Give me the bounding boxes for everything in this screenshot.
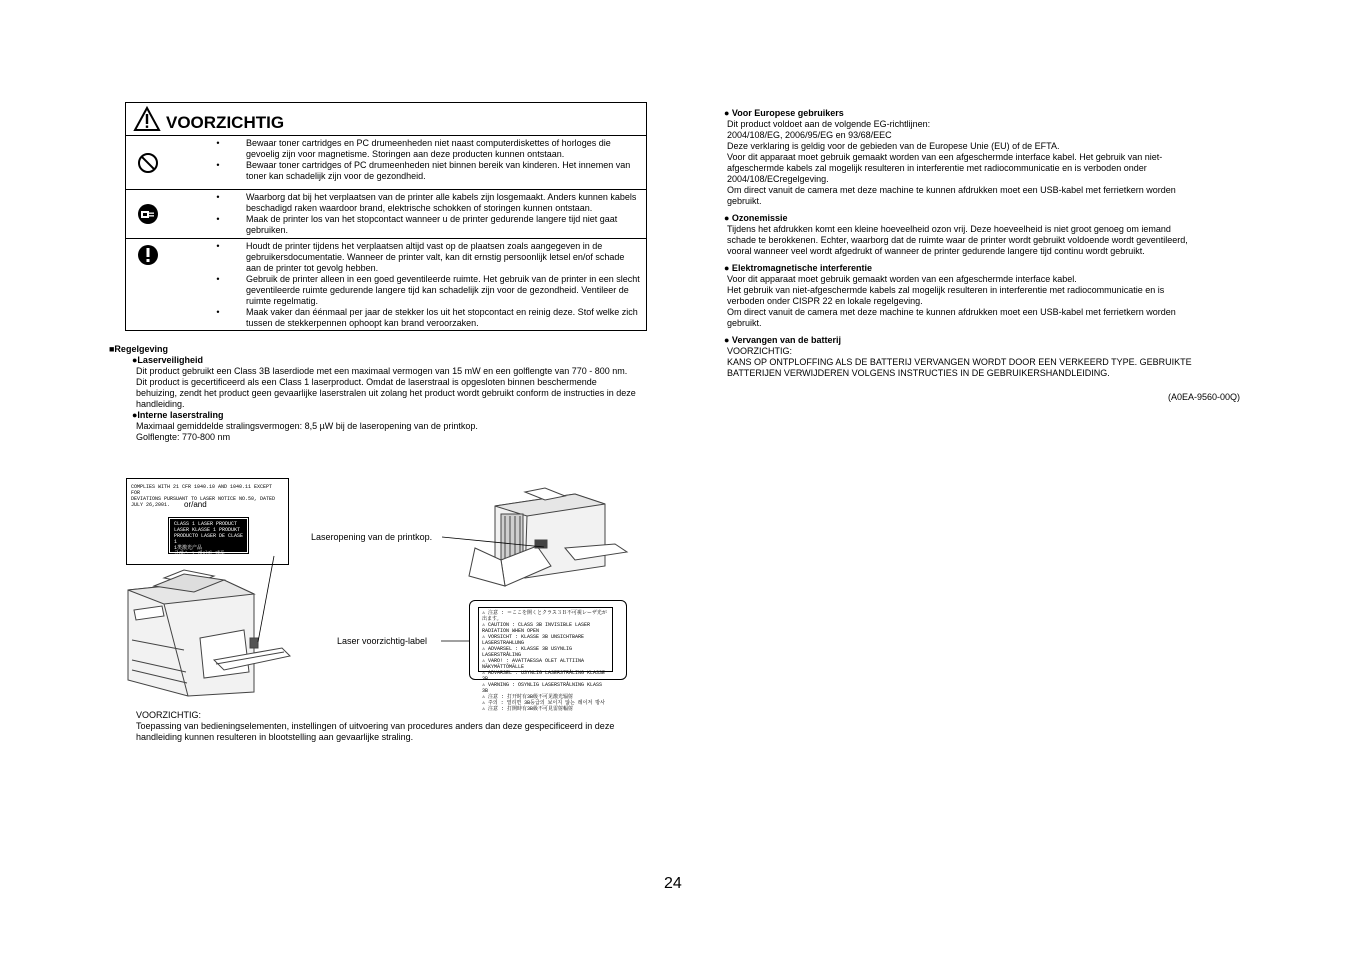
caution-row-unplug	[126, 190, 646, 239]
list-item: • Bewaar toner cartridges en PC drumeenheden niet naast computerdiskettes of horloges die gevoelig zijn voor magnetisme. Storingen aan deze producten kunnen ontstaan.	[216, 138, 611, 159]
unplug-icon	[137, 203, 159, 225]
internal-line: Golflengte: 770-800 nm	[136, 432, 231, 442]
emi-heading: ● Elektromagnetische interferentie	[724, 263, 872, 273]
right-column	[724, 108, 1244, 403]
internal-laser-heading: ●Interne laserstraling	[132, 410, 224, 420]
internal-line: Maximaal gemiddelde stralingsvermogen: 8,5 µW bij de laseropening van de printkop.	[136, 421, 478, 431]
eu-line: Om direct vanuit de camera met deze machine te kunnen afdrukken moet een USB-kabel met ferrietkern worden	[727, 185, 1176, 195]
bottom-caution-line: Toepassing van bedieningselementen, instellingen of uitvoering van procedures anders dan deze gespecificeerd in deze	[136, 721, 615, 731]
eu-line: gebruikt.	[727, 196, 762, 206]
callout-label-leader	[440, 636, 472, 646]
callout-opening-leader	[440, 534, 545, 550]
bottom-caution-heading: VOORZICHTIG:	[136, 710, 201, 720]
caution-row-storage	[126, 136, 646, 190]
ozone-heading: ● Ozonemissie	[724, 213, 788, 223]
list-item: • Maak vaker dan éénmaal per jaar de stekker los uit het stopcontact en reinig deze. Stof welke zich tussen de stekkerpennen ophoopt kan brand veroorzaken.	[216, 307, 638, 328]
caution-title: VOORZICHTIG	[166, 112, 285, 132]
page-number: 24	[664, 875, 682, 892]
ozone-line: vooral wanneer veel wordt afgedrukt of wanneer de printer gedurende langere tijd continu wordt gebruikt.	[727, 246, 1145, 256]
emi-line: verboden onder CISPR 22 en lokale regelgeving.	[727, 296, 923, 306]
eu-line: afgeschermde kabels zal mogelijk resulteren in interferentie met radiocommunicatie en is verboden onder	[727, 163, 1147, 173]
compliance-label: COMPLIES WITH 21 CFR 1040.10 AND 1040.11 EXCEPT FOR DEVIATIONS PURSUANT TO LASER NOTICE NO.50, DATED JULY 26,2001. or/and CLASS 1 LASER PRODUCT LASER KLASSE 1 PRODUKT PRODUCTO LASER DE CLASE 1 1类激光产品 클래스 1 레이저 제품	[126, 478, 289, 565]
list-item: • Waarborg dat bij het verplaatsen van de printer alle kabels zijn losgemaakt. Anders kunnen kabels beschadigd raken waardoor brand, elektrische schokken of storingen kunnen ontstaan.	[216, 192, 637, 213]
eu-line: 2004/108/ECregelgeving.	[727, 174, 829, 184]
callout-opening-label: Laseropening van de printkop.	[311, 532, 433, 542]
callout-label-text: Laser voorzichtig-label	[337, 636, 428, 646]
regelgeving-heading: ■Regelgeving	[109, 344, 168, 354]
list-item: • Bewaar toner cartridges of PC drumeenheden niet binnen bereik van kinderen. Het innemen van toner kan schadelijk zijn voor de gezondheid.	[216, 160, 631, 181]
prohibition-icon	[137, 152, 159, 174]
laser-line: handleiding.	[136, 399, 185, 409]
battery-heading: ● Vervangen van de batterij	[724, 335, 841, 345]
battery-line: BATTERIJEN VERWIJDEREN VOLGENS INSTRUCTIES IN DE GEBRUIKERSHANDLEIDING.	[727, 368, 1110, 378]
regelgeving-section	[109, 344, 679, 443]
emi-line: gebruikt.	[727, 318, 762, 328]
emi-line: Het gebruik van niet-afgeschermde kabels zal mogelijk resulteren in interferentie met radiocommunicatie en is	[727, 285, 1165, 295]
battery-line: KANS OP ONTPLOFFING ALS DE BATTERIJ VERVANGEN WORDT DOOR EEN VERKEERD TYPE. GEBRUIKTE	[727, 357, 1192, 367]
eu-line: 2004/108/EG, 2006/95/EG en 93/68/EEC	[727, 130, 892, 140]
laser-line: Dit product gebruikt een Class 3B laserdiode met een maximaal vermogen van 15 mW en een golflengte van 770 - 800 nm.	[136, 366, 628, 376]
exclamation-icon	[137, 244, 159, 266]
document-code: (A0EA-9560-00Q)	[1167, 392, 1240, 402]
emi-line: Voor dit apparaat moet gebruik gemaakt worden van een afgeschermde interface kabel.	[727, 274, 1077, 284]
laser-line: Dit product is gecertificeerd als een Class 1 laserproduct. Omdat de laserstraal is opgesloten binnen beschermende	[136, 377, 597, 387]
laser-warning-label: ⚠ 注意 : ＝ここを開くとクラス３Ｂ不可視レーザ光が出ます。 ⚠ CAUTION : CLASS 3B INVISIBLE LASER RADIATION WHEN OPEN ⚠ VORSICHT : KLASSE 3B UNSICHTBARE LASERSTRAHLUNG ⚠ ADVARSEL : KLASSE 3B USYNLIG LASERSTRÅLING ⚠ VARO! : AVATTAESSA OLET ALTTIINA NÄKYMÄTTÖMÄLLE ⚠ ADVARSEL : USYNLIG LASERSTRÅLING KLASSE 3B ⚠ VARNING : OSYNLIG LASERSTRÅLNING KLASS 3B ⚠ 注意 : 打开时有3B级不可见激光辐射 ⚠ 주의 : 열리면 3B등급의 보이지 않는 레이저 방사 ⚠ 注意 : 打開時有3B級不可見雷射輻射	[478, 607, 613, 672]
caution-header	[126, 103, 646, 136]
list-item: • Houdt de printer tijdens het verplaatsen altijd vast op de plaatsen zoals aangegeven in de gebruikersdocumentatie. Wanneer de printer valt, kan dit ernstig persoonlijk letsel en/of schade aan de printer tot gevolg hebben.	[216, 241, 625, 273]
or-and-text: or/and	[184, 500, 207, 509]
list-item: • Maak de printer los van het stopcontact wanneer u de printer gedurende langere tijd niet gaat gebruiken.	[216, 214, 618, 235]
battery-line: VOORZICHTIG:	[727, 346, 792, 356]
caution-table	[125, 102, 647, 331]
eu-line: Voor dit apparaat moet gebruik gemaakt worden van een afgeschermde interface kabel. Het gebruik van niet-	[727, 152, 1163, 162]
laser-caution-label-figure	[469, 600, 627, 712]
eu-line: Dit product voldoet aan de volgende EG-richtlijnen:	[727, 119, 931, 129]
warning-triangle-icon	[134, 107, 160, 131]
laser-line: behuizing, zendt het product geen gevaarlijke laserstralen uit zolang het product wordt gebruikt conform de instructies in deze	[136, 388, 636, 398]
list-item: • Gebruik de printer alleen in een goed geventileerde ruimte. Het gebruik van de printer in een slecht geventileerde ruimte gedurende langere tijd kan schadelijk zijn voor de gezondheid. Ventileer de ruimte regelmatig.	[216, 274, 640, 306]
class1-label: CLASS 1 LASER PRODUCT LASER KLASSE 1 PRODUKT PRODUCTO LASER DE CLASE 1 1类激光产品 클래스 1 레이저 제품	[168, 517, 249, 554]
laser-safety-heading: ●Laserveiligheid	[132, 355, 203, 365]
ozone-line: schade te berokkenen. Echter, waarborg dat de ruimte waar de printer wordt gebruikt voldoende wordt geventileerd,	[727, 235, 1188, 245]
bottom-caution	[136, 710, 676, 743]
printer-left-illustration	[124, 560, 294, 698]
emi-line: Om direct vanuit de camera met deze machine te kunnen afdrukken moet een USB-kabel met ferrietkern worden	[727, 307, 1176, 317]
eu-heading: ● Voor Europese gebruikers	[724, 108, 844, 118]
ozone-line: Tijdens het afdrukken komt een kleine hoeveelheid ozon vrij. Deze hoeveelheid is niet groot genoeg om iemand	[727, 224, 1171, 234]
bottom-caution-line: handleiding kunnen resulteren in blootstelling aan gevaarlijke straling.	[136, 732, 414, 742]
eu-line: Deze verklaring is geldig voor de gebieden van de Europese Unie (EU) of de EFTA.	[727, 141, 1060, 151]
caution-row-handling	[126, 239, 646, 330]
